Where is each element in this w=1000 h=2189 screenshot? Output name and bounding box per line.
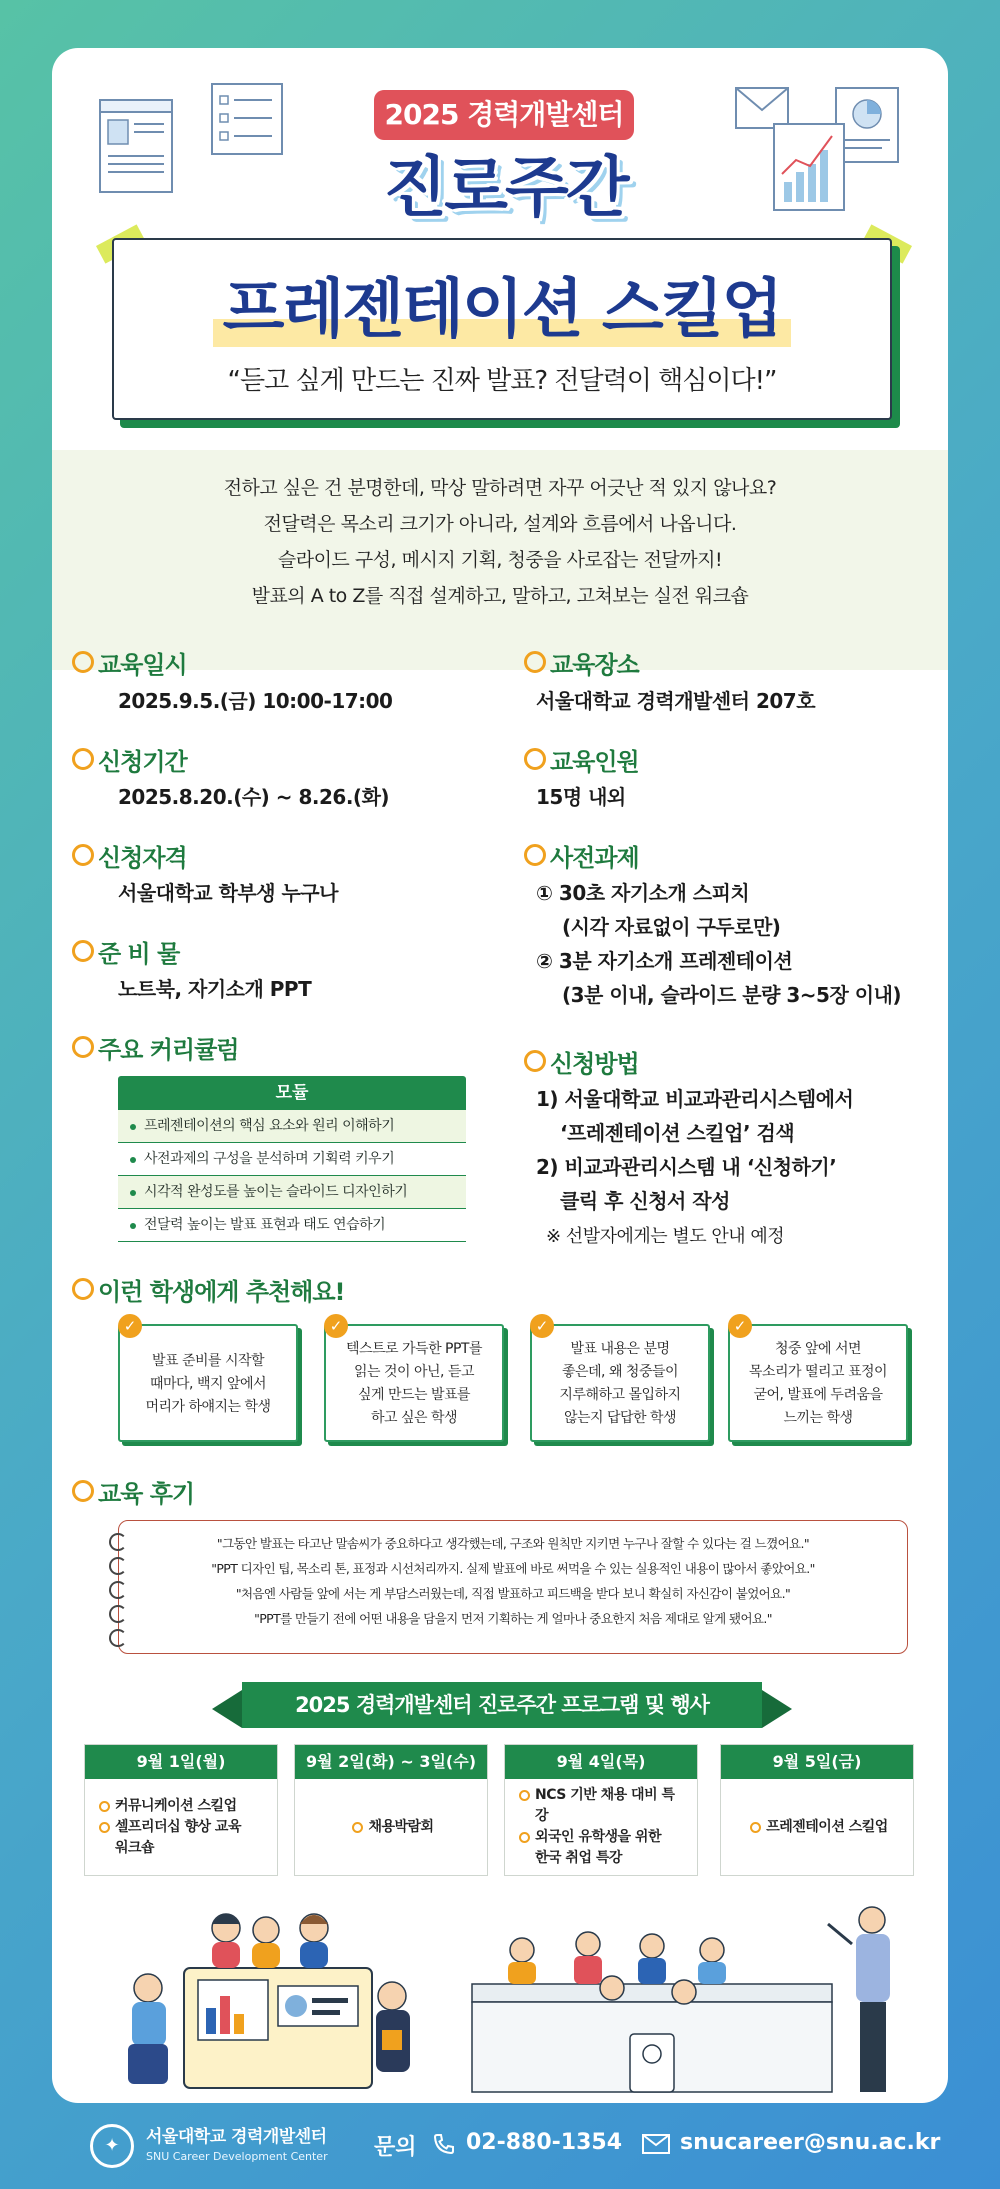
- recommend-card: [530, 1317, 710, 1442]
- program-day-date: 9월 4일(목): [505, 1745, 697, 1779]
- date-value: 2025.9.5.(금) 10:00-17:00: [118, 689, 393, 713]
- recommend-card: [728, 1317, 908, 1442]
- binder-ring-icon: [109, 1581, 127, 1599]
- program-title: [114, 258, 890, 350]
- intro-line: 슬라이드 구성, 메시지 기획, 청중을 사로잡는 전달까지!: [277, 549, 723, 571]
- recommend-card-text: 텍스트로 가득한 PPT를 읽는 것이 아닌, 듣고 싶게 만드는 발표를 하고 싶은 학생: [345, 1341, 483, 1426]
- review-item: "그동안 발표는 타고난 말솜씨가 중요하다고 생각했는데, 구조와 원칙만 지키면 누구나 잘할 수 있다는 걸 느꼈어요.": [216, 1536, 810, 1551]
- binder-ring-icon: [109, 1605, 127, 1623]
- period-value: 2025.8.20.(수) ~ 8.26.(화): [118, 785, 390, 809]
- prework-item-note: (3분 이내, 슬라이드 분량 3~5장 이내): [562, 983, 902, 1007]
- curriculum-table-header: 모듈: [118, 1076, 466, 1110]
- chart-icon: [732, 84, 902, 214]
- program-day-date: 9월 5일(금): [721, 1745, 913, 1779]
- review-box: [118, 1520, 908, 1654]
- program-item: 셀프리더십 향상 교육 워크숍: [99, 1817, 267, 1859]
- university-logo-icon: ✦: [90, 2124, 134, 2168]
- curriculum-row: 시각적 완성도를 높이는 슬라이드 디자인하기: [118, 1176, 466, 1209]
- tagline-quote: “듣고 싶게 만드는 진짜 발표? 전달력이 핵심이다!”: [227, 366, 777, 396]
- intro-line: 발표의 A to Z를 직접 설계하고, 말하고, 고쳐보는 실전 워크숍: [251, 585, 749, 607]
- review-item: "PPT 디자인 팁, 목소리 톤, 표정과 시선처리까지. 실제 발표에 바로 써먹을 수 있는 실용적인 내용이 많아서 좋았어요.": [211, 1561, 815, 1576]
- program-ribbon: 2025 경력개발센터 진로주간 프로그램 및 행사: [242, 1682, 762, 1728]
- review-item: "PPT를 만들기 전에 어떤 내용을 담을지 먼저 기획하는 게 얼마나 중요한지 처음 제대로 알게 됐어요.": [254, 1611, 772, 1626]
- review-item: "처음엔 사람들 앞에 서는 게 부담스러웠는데, 직접 발표하고 피드백을 받다 보니 확실히 자신감이 붙었어요.": [235, 1586, 791, 1601]
- curriculum-table: [118, 1076, 466, 1242]
- binder-ring-icon: [109, 1557, 127, 1575]
- check-icon: ✓: [728, 1314, 752, 1338]
- program-day-date: 9월 2일(화) ~ 3일(수): [295, 1745, 487, 1779]
- period-heading: 신청기간: [72, 742, 187, 777]
- page-title: 진로주간: [383, 149, 627, 226]
- recommend-card: [324, 1317, 504, 1442]
- program-day: [294, 1744, 488, 1876]
- program-item: 프레젠테이션 스킬업: [750, 1817, 888, 1838]
- program-day: [84, 1744, 278, 1876]
- footer-email[interactable]: snucareer@snu.ac.kr: [680, 2130, 941, 2155]
- binder-ring-icon: [109, 1533, 127, 1551]
- apply-heading: 신청방법: [524, 1044, 639, 1079]
- apply-step-detail: 클릭 후 신청서 작성: [560, 1189, 730, 1213]
- capacity-value: 15명 내외: [536, 785, 626, 809]
- binder-ring-icon: [109, 1629, 127, 1647]
- phone-icon: [432, 2132, 456, 2156]
- recommend-card-text: 청중 앞에 서면 목소리가 떨리고 표정이 굳어, 발표에 두려움을 느끼는 학생: [748, 1341, 888, 1426]
- program-title-text: 프레젠테이션 스킬업: [213, 273, 792, 347]
- program-day-date: 9월 1일(월): [85, 1745, 277, 1779]
- place-value: 서울대학교 경력개발센터 207호: [536, 689, 816, 713]
- program-item: NCS 기반 채용 대비 특강: [519, 1785, 687, 1827]
- recommend-card-text: 발표 준비를 시작할 때마다, 백지 앞에서 머리가 하얘지는 학생: [145, 1352, 271, 1415]
- title-banner: [112, 238, 892, 420]
- program-item: 외국인 유학생을 위한 한국 취업 특강: [519, 1827, 687, 1869]
- eligibility-heading: 신청자격: [72, 838, 187, 873]
- recommend-card-text: 발표 내용은 분명 좋은데, 왜 청중들이 지루해하고 몰입하지 않는지 답답한 학생: [559, 1341, 681, 1426]
- envelope-icon: [642, 2134, 670, 2154]
- students-illustration: [52, 1884, 948, 2103]
- materials-value: 노트북, 자기소개 PPT: [118, 977, 312, 1001]
- footer-phone[interactable]: 02-880-1354: [466, 2130, 623, 2155]
- check-icon: ✓: [118, 1314, 142, 1338]
- curriculum-row: 사전과제의 구성을 분석하며 기획력 키우기: [118, 1143, 466, 1176]
- recommend-heading: 이런 학생에게 추천해요!: [72, 1272, 345, 1307]
- resume-icon: [98, 98, 178, 198]
- curriculum-heading: 주요 커리큘럼: [72, 1030, 238, 1065]
- apply-step: 1) 서울대학교 비교과관리시스템에서: [536, 1087, 854, 1111]
- place-heading: 교육장소: [524, 645, 639, 680]
- footer-org-name: 서울대학교 경력개발센터: [146, 2127, 327, 2147]
- capacity-heading: 교육인원: [524, 742, 639, 777]
- prework-item-note: (시각 자료없이 구두로만): [562, 915, 781, 939]
- prework-item: ② 3분 자기소개 프레젠테이션: [536, 949, 793, 973]
- program-day: [720, 1744, 914, 1876]
- apply-note: ※ 선발자에게는 별도 안내 예정: [546, 1226, 785, 1247]
- intro-section: [52, 450, 948, 670]
- apply-step-detail: ‘프레젠테이션 스킬업’ 검색: [560, 1121, 795, 1145]
- footer-org-name-en: SNU Career Development Center: [146, 2150, 328, 2163]
- ribbon-tail-left: [212, 1690, 242, 1728]
- intro-line: 전달력은 목소리 크기가 아니라, 설계와 흐름에서 나옵니다.: [263, 513, 737, 535]
- prework-item: ① 30초 자기소개 스피치: [536, 881, 750, 905]
- prework-heading: 사전과제: [524, 838, 639, 873]
- event-eyebrow: 2025 경력개발센터: [374, 90, 634, 140]
- program-item: 커뮤니케이션 스킬업: [99, 1796, 267, 1817]
- poster-card: [52, 48, 948, 2103]
- recommend-card: [118, 1317, 298, 1442]
- footer-contact-label: 문의: [374, 2135, 417, 2160]
- check-icon: ✓: [324, 1314, 348, 1338]
- materials-heading: 준 비 물: [72, 934, 179, 969]
- program-item: 채용박람회: [352, 1817, 433, 1838]
- program-day: [504, 1744, 698, 1876]
- curriculum-row: 프레젠테이션의 핵심 요소와 원리 이해하기: [118, 1110, 466, 1143]
- ribbon-tail-right: [762, 1690, 792, 1728]
- check-icon: ✓: [530, 1314, 554, 1338]
- checklist-icon: [210, 82, 286, 158]
- date-heading: 교육일시: [72, 645, 187, 680]
- apply-step: 2) 비교과관리시스템 내 ‘신청하기’: [536, 1155, 837, 1179]
- curriculum-row: 전달력 높이는 발표 표현과 태도 연습하기: [118, 1209, 466, 1242]
- review-heading: 교육 후기: [72, 1474, 194, 1509]
- intro-line: 전하고 싶은 건 분명한데, 막상 말하려면 자꾸 어긋난 적 있지 않나요?: [223, 477, 777, 499]
- eligibility-value: 서울대학교 학부생 누구나: [118, 881, 338, 905]
